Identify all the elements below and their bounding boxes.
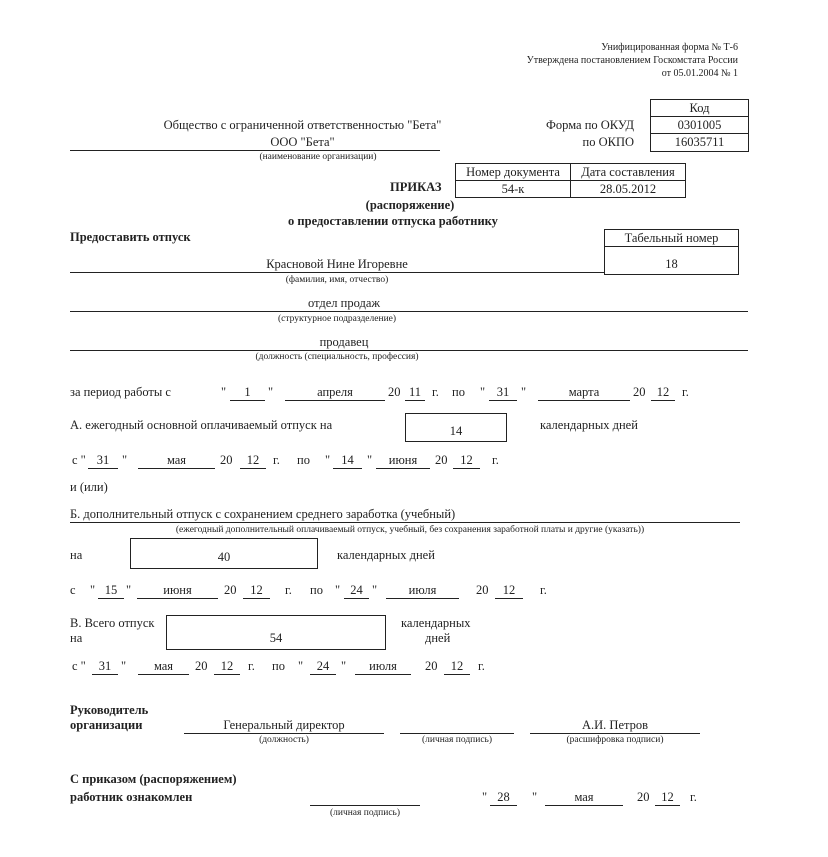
codes-table bbox=[650, 99, 749, 152]
period-to-day: 31 bbox=[489, 385, 517, 401]
head-position-caption: (должность) bbox=[259, 735, 309, 745]
quote: " bbox=[90, 583, 96, 597]
year-suffix: г. bbox=[492, 453, 499, 467]
from-label: с " bbox=[72, 453, 86, 467]
head-name: А.И. Петров bbox=[530, 718, 700, 734]
year-suffix: г. bbox=[690, 790, 697, 804]
department: отдел продаж bbox=[70, 296, 748, 312]
year-suffix: г. bbox=[682, 385, 689, 399]
head-signature-line bbox=[400, 733, 514, 734]
quote: " bbox=[121, 659, 127, 673]
century: 20 bbox=[220, 453, 233, 467]
b-from-year: 12 bbox=[243, 583, 270, 599]
ack-year: 12 bbox=[655, 790, 680, 806]
approval: Утверждена постановлением Госкомстата России bbox=[526, 55, 738, 66]
order-subtitle: (распоряжение) bbox=[365, 198, 455, 212]
days-label: календарных дней bbox=[337, 548, 435, 562]
century: 20 bbox=[195, 659, 208, 673]
quote: " bbox=[521, 385, 527, 399]
century: 20 bbox=[224, 583, 237, 597]
okud-code: 0301005 bbox=[677, 118, 722, 132]
grant-label: Предоставить отпуск bbox=[70, 230, 191, 244]
ack-month: мая bbox=[545, 790, 623, 806]
quote: " bbox=[268, 385, 274, 399]
quote: " bbox=[341, 659, 347, 673]
century: 20 bbox=[476, 583, 489, 597]
year-suffix: г. bbox=[273, 453, 280, 467]
order-title: ПРИКАЗ bbox=[390, 180, 442, 194]
on-label: на bbox=[70, 548, 83, 562]
head-label-1: Руководитель bbox=[70, 703, 149, 717]
a-label: А. ежегодный основной оплачиваемый отпуск на bbox=[70, 418, 333, 432]
tab-header: Табельный номер bbox=[624, 231, 719, 245]
head-sign-caption: (личная подпись) bbox=[421, 735, 493, 745]
b-to-day: 24 bbox=[344, 583, 369, 599]
position: продавец bbox=[70, 335, 748, 351]
a-from-year: 12 bbox=[240, 453, 266, 469]
order-subject: о предоставлении отпуска работнику bbox=[288, 214, 498, 228]
doc-table bbox=[455, 163, 686, 198]
century: 20 bbox=[637, 790, 650, 804]
century: 20 bbox=[435, 453, 448, 467]
b-line bbox=[70, 522, 740, 523]
period-to-year: 12 bbox=[651, 385, 675, 401]
okud-label: Форма по ОКУД bbox=[546, 118, 634, 132]
century: 20 bbox=[633, 385, 646, 399]
v-to-day: 24 bbox=[310, 659, 336, 675]
ack-day: 28 bbox=[490, 790, 517, 806]
quote: " bbox=[482, 790, 488, 804]
okpo-code: 16035711 bbox=[674, 135, 725, 149]
days-label-1: календарных bbox=[401, 616, 471, 630]
days-label-2: дней bbox=[425, 631, 451, 645]
period-from-day: 1 bbox=[230, 385, 265, 401]
doc-date: 28.05.2012 bbox=[599, 182, 657, 196]
employee-name: Красновой Нине Игоревне bbox=[70, 257, 604, 273]
position-caption: (должность (специальность, профессия) bbox=[255, 352, 419, 362]
head-name-caption: (расшифровка подписи) bbox=[566, 735, 664, 745]
period-from-month: апреля bbox=[285, 385, 385, 401]
head-position: Генеральный директор bbox=[184, 718, 384, 734]
from-label: с bbox=[70, 583, 76, 597]
to-label: по bbox=[452, 385, 465, 399]
a-from-day: 31 bbox=[88, 453, 118, 469]
v-from-year: 12 bbox=[214, 659, 240, 675]
ack-sign-caption: (личная подпись) bbox=[329, 808, 401, 818]
quote: " bbox=[126, 583, 132, 597]
v-label: В. Всего отпуск bbox=[70, 616, 155, 630]
doc-number: 54-к bbox=[501, 182, 525, 196]
org-full-name: Общество с ограниченной ответственностью "Бета" bbox=[163, 118, 442, 132]
doc-num-header: Номер документа bbox=[466, 165, 560, 179]
b-caption: (ежегодный дополнительный оплачиваемый отпуск, учебный, без сохранения заработной платы и другие (указать)) bbox=[175, 525, 645, 535]
a-days: 14 bbox=[405, 413, 507, 442]
v-to-month: июля bbox=[355, 659, 411, 675]
to-label: по bbox=[310, 583, 323, 597]
quote: " bbox=[335, 583, 341, 597]
b-to-month: июля bbox=[386, 583, 459, 599]
a-to-month: июня bbox=[376, 453, 430, 469]
quote: " bbox=[122, 453, 128, 467]
b-from-day: 15 bbox=[98, 583, 124, 599]
quote: " bbox=[532, 790, 538, 804]
codes-header: Код bbox=[689, 101, 710, 115]
on-label: на bbox=[70, 631, 83, 645]
b-to-year: 12 bbox=[495, 583, 523, 599]
tab-number: 18 bbox=[665, 257, 678, 271]
to-label: по bbox=[297, 453, 310, 467]
approval-date: от 05.01.2004 № 1 bbox=[661, 68, 738, 79]
year-suffix: г. bbox=[540, 583, 547, 597]
b-label: Б. дополнительный отпуск с сохранением среднего заработка (учебный) bbox=[70, 507, 456, 521]
year-suffix: г. bbox=[285, 583, 292, 597]
v-from-month: мая bbox=[138, 659, 189, 675]
quote: " bbox=[221, 385, 227, 399]
year-suffix: г. bbox=[248, 659, 255, 673]
a-from-month: мая bbox=[138, 453, 215, 469]
or-label: и (или) bbox=[70, 480, 108, 494]
period-from-year: 11 bbox=[405, 385, 425, 401]
year-suffix: г. bbox=[432, 385, 439, 399]
from-label: с " bbox=[72, 659, 86, 673]
century: 20 bbox=[388, 385, 401, 399]
period-to-month: марта bbox=[538, 385, 630, 401]
okpo-label: по ОКПО bbox=[582, 135, 634, 149]
org-line bbox=[70, 150, 440, 151]
v-days: 54 bbox=[166, 615, 386, 650]
quote: " bbox=[480, 385, 486, 399]
period-label: за период работы с bbox=[70, 385, 171, 399]
head-label-2: организации bbox=[70, 718, 143, 732]
days-label: календарных дней bbox=[540, 418, 638, 432]
b-days: 40 bbox=[130, 538, 318, 569]
to-label: по bbox=[272, 659, 285, 673]
v-to-year: 12 bbox=[444, 659, 470, 675]
a-to-year: 12 bbox=[453, 453, 480, 469]
quote: " bbox=[298, 659, 304, 673]
v-from-day: 31 bbox=[92, 659, 118, 675]
quote: " bbox=[372, 583, 378, 597]
b-from-month: июня bbox=[137, 583, 218, 599]
year-suffix: г. bbox=[478, 659, 485, 673]
department-caption: (структурное подразделение) bbox=[277, 314, 397, 324]
quote: " bbox=[367, 453, 373, 467]
a-to-day: 14 bbox=[333, 453, 362, 469]
ack-label-2: работник ознакомлен bbox=[70, 790, 193, 804]
ack-signature-line bbox=[310, 805, 420, 806]
doc-date-header: Дата составления bbox=[581, 165, 675, 179]
quote: " bbox=[325, 453, 331, 467]
name-caption: (фамилия, имя, отчество) bbox=[285, 275, 389, 285]
org-short-name: ООО "Бета" bbox=[270, 135, 335, 149]
century: 20 bbox=[425, 659, 438, 673]
form-id: Унифицированная форма № Т-6 bbox=[601, 42, 738, 53]
ack-label-1: С приказом (распоряжением) bbox=[70, 772, 237, 786]
org-caption: (наименование организации) bbox=[259, 152, 377, 162]
tab-number-table bbox=[604, 229, 739, 275]
divider bbox=[605, 246, 738, 247]
